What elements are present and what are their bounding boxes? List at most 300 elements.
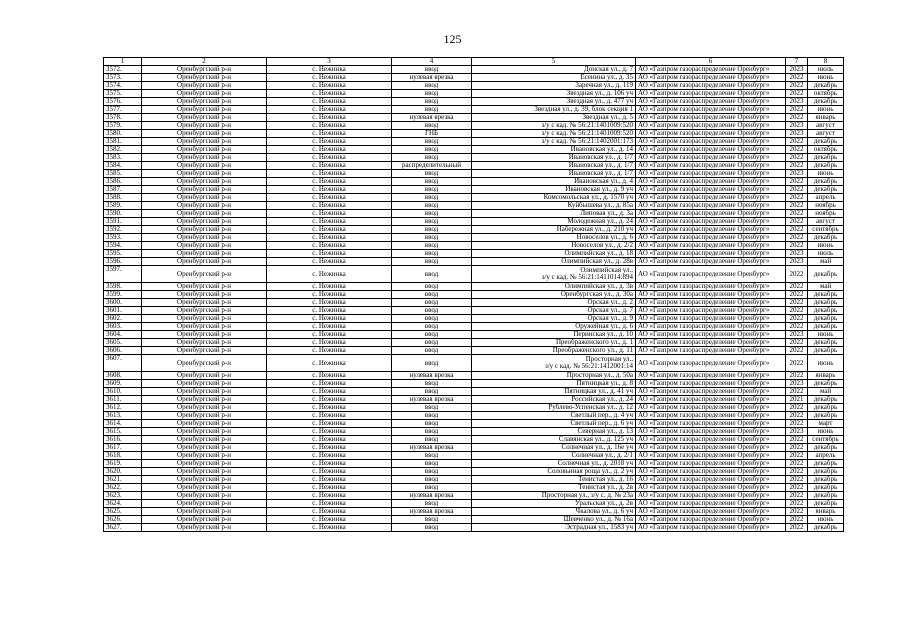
row-number-cell: 3626. <box>104 516 142 524</box>
district-cell: Оренбургский р-н <box>142 420 267 428</box>
organization-cell: АО «Газпром газораспределение Оренбург» <box>636 258 786 266</box>
table-row <box>104 484 844 492</box>
month-cell: декабрь <box>808 476 844 484</box>
month-cell: ноябрь <box>808 210 844 218</box>
settlement-cell: с. Нежинка <box>267 82 392 90</box>
organization-cell: АО «Газпром газораспределение Оренбург» <box>636 122 786 130</box>
table-row <box>104 508 844 516</box>
work-type-cell: ввод <box>392 82 472 90</box>
address-cell: Соловьиная роща ул., д. 2 уч <box>472 468 636 476</box>
work-type-cell: ввод <box>392 138 472 146</box>
organization-cell: АО «Газпром газораспределение Оренбург» <box>636 508 786 516</box>
table-row <box>104 339 844 347</box>
organization-cell: АО «Газпром газораспределение Оренбург» <box>636 355 786 372</box>
work-type-cell: нулевая врезка <box>392 492 472 500</box>
settlement-cell: с. Нежинка <box>267 258 392 266</box>
column-header: 4 <box>392 58 472 66</box>
address-cell: Звездная ул., д. 477 уч <box>472 98 636 106</box>
address-cell: Ивановская ул., д. 14 <box>472 146 636 154</box>
address-cell: Солнечная ул., д. 16е уч <box>472 444 636 452</box>
table-row <box>104 404 844 412</box>
district-cell: Оренбургский р-н <box>142 210 267 218</box>
table-row <box>104 90 844 98</box>
organization-cell: АО «Газпром газораспределение Оренбург» <box>636 468 786 476</box>
address-cell: з/у с кад. № 56:21:1402001:173 <box>472 138 636 146</box>
settlement-cell: с. Нежинка <box>267 460 392 468</box>
table-row <box>104 436 844 444</box>
year-cell: 2022 <box>786 242 808 250</box>
district-cell: Оренбургский р-н <box>142 250 267 258</box>
district-cell: Оренбургский р-н <box>142 444 267 452</box>
work-type-cell: ввод <box>392 347 472 355</box>
organization-cell: АО «Газпром газораспределение Оренбург» <box>636 194 786 202</box>
year-cell: 2023 <box>786 170 808 178</box>
work-type-cell: ввод <box>392 428 472 436</box>
address-cell: Ивановская ул., д. 1/7 <box>472 154 636 162</box>
settlement-cell: с. Нежинка <box>267 347 392 355</box>
district-cell: Оренбургский р-н <box>142 396 267 404</box>
table-row <box>104 170 844 178</box>
row-number-cell: 3573. <box>104 74 142 82</box>
district-cell: Оренбургский р-н <box>142 404 267 412</box>
settlement-cell: с. Нежинка <box>267 202 392 210</box>
row-number-cell: 3577. <box>104 106 142 114</box>
work-type-cell: ввод <box>392 106 472 114</box>
table-row <box>104 307 844 315</box>
work-type-cell: ввод <box>392 460 472 468</box>
row-number-cell: 3576. <box>104 98 142 106</box>
column-header: 6 <box>636 58 786 66</box>
row-number-cell: 3625. <box>104 508 142 516</box>
column-header: 1 <box>104 58 142 66</box>
district-cell: Оренбургский р-н <box>142 258 267 266</box>
organization-cell: АО «Газпром газораспределение Оренбург» <box>636 412 786 420</box>
month-cell: декабрь <box>808 347 844 355</box>
year-cell: 2022 <box>786 218 808 226</box>
row-number-cell: 3615. <box>104 428 142 436</box>
month-cell: декабрь <box>808 291 844 299</box>
work-type-cell: ввод <box>392 146 472 154</box>
district-cell: Оренбургский р-н <box>142 266 267 283</box>
month-cell: декабрь <box>808 468 844 476</box>
table-row <box>104 74 844 82</box>
work-type-cell: ввод <box>392 315 472 323</box>
district-cell: Оренбургский р-н <box>142 331 267 339</box>
row-number-cell: 3588. <box>104 194 142 202</box>
settlement-cell: с. Нежинка <box>267 283 392 291</box>
table-row <box>104 242 844 250</box>
settlement-cell: с. Нежинка <box>267 194 392 202</box>
table-row <box>104 444 844 452</box>
work-type-cell: ввод <box>392 250 472 258</box>
year-cell: 2022 <box>786 452 808 460</box>
work-type-cell: ввод <box>392 226 472 234</box>
row-number-cell: 3597. <box>104 266 142 283</box>
month-cell: июнь <box>808 428 844 436</box>
table-row <box>104 476 844 484</box>
address-cell: Ивановская ул., д. 4 <box>472 178 636 186</box>
month-cell: декабрь <box>808 162 844 170</box>
column-header: 5 <box>472 58 636 66</box>
table-row <box>104 396 844 404</box>
address-cell: Пятницкая ул., д. 41 уч <box>472 388 636 396</box>
address-line-2: з/у с кад. № 56:21:1412001:14 <box>544 362 633 370</box>
organization-cell: АО «Газпром газораспределение Оренбург» <box>636 492 786 500</box>
month-cell: май <box>808 388 844 396</box>
work-type-cell: ввод <box>392 178 472 186</box>
address-cell: Донская ул., д. 7 <box>472 66 636 74</box>
year-cell: 2022 <box>786 476 808 484</box>
row-number-cell: 3618. <box>104 452 142 460</box>
settlement-cell: с. Нежинка <box>267 98 392 106</box>
work-type-cell: ввод <box>392 412 472 420</box>
work-type-cell: ввод <box>392 516 472 524</box>
month-cell: декабрь <box>808 299 844 307</box>
year-cell: 2022 <box>786 372 808 380</box>
table-row <box>104 130 844 138</box>
address-cell: Ивановская ул., д. 1/7 <box>472 162 636 170</box>
work-type-cell: ввод <box>392 436 472 444</box>
month-cell: июнь <box>808 170 844 178</box>
year-cell: 2023 <box>786 130 808 138</box>
organization-cell: АО «Газпром газораспределение Оренбург» <box>636 146 786 154</box>
address-cell: Олимпийская ул., д. 3в <box>472 283 636 291</box>
settlement-cell: с. Нежинка <box>267 372 392 380</box>
table-row <box>104 468 844 476</box>
address-cell: Куйбышева ул., д. 85а <box>472 202 636 210</box>
row-number-cell: 3575. <box>104 90 142 98</box>
month-cell: декабрь <box>808 234 844 242</box>
month-cell: июнь <box>808 74 844 82</box>
district-cell: Оренбургский р-н <box>142 484 267 492</box>
work-type-cell: ГНБ <box>392 130 472 138</box>
district-cell: Оренбургский р-н <box>142 202 267 210</box>
table-row <box>104 500 844 508</box>
work-type-cell: ввод <box>392 258 472 266</box>
row-number-cell: 3580. <box>104 130 142 138</box>
address-cell: Звездная ул., д. 5 <box>472 114 636 122</box>
organization-cell: АО «Газпром газораспределение Оренбург» <box>636 170 786 178</box>
district-cell: Оренбургский р-н <box>142 106 267 114</box>
organization-cell: АО «Газпром газораспределение Оренбург» <box>636 130 786 138</box>
month-cell: июнь <box>808 516 844 524</box>
month-cell: апрель <box>808 452 844 460</box>
settlement-cell: с. Нежинка <box>267 476 392 484</box>
district-cell: Оренбургский р-н <box>142 122 267 130</box>
organization-cell: АО «Газпром газораспределение Оренбург» <box>636 266 786 283</box>
year-cell: 2022 <box>786 106 808 114</box>
row-number-cell: 3581. <box>104 138 142 146</box>
address-cell: Олимпийская ул., д. 28в <box>472 258 636 266</box>
row-number-cell: 3572. <box>104 66 142 74</box>
settlement-cell: с. Нежинка <box>267 323 392 331</box>
work-type-cell: ввод <box>392 307 472 315</box>
table-row <box>104 347 844 355</box>
address-cell: Есенина ул., д. 35 <box>472 74 636 82</box>
row-number-cell: 3616. <box>104 436 142 444</box>
table-row <box>104 355 844 372</box>
organization-cell: АО «Газпром газораспределение Оренбург» <box>636 428 786 436</box>
settlement-cell: с. Нежинка <box>267 218 392 226</box>
row-number-cell: 3627. <box>104 524 142 532</box>
address-cell <box>472 355 636 372</box>
district-cell: Оренбургский р-н <box>142 500 267 508</box>
year-cell: 2022 <box>786 323 808 331</box>
year-cell: 2022 <box>786 492 808 500</box>
organization-cell: АО «Газпром газораспределение Оренбург» <box>636 444 786 452</box>
month-cell: июль <box>808 250 844 258</box>
month-cell: декабрь <box>808 323 844 331</box>
organization-cell: АО «Газпром газораспределение Оренбург» <box>636 436 786 444</box>
year-cell: 2022 <box>786 194 808 202</box>
organization-cell: АО «Газпром газораспределение Оренбург» <box>636 218 786 226</box>
row-number-cell: 3610. <box>104 388 142 396</box>
year-cell: 2022 <box>786 420 808 428</box>
table-row <box>104 146 844 154</box>
district-cell: Оренбургский р-н <box>142 524 267 532</box>
district-cell: Оренбургский р-н <box>142 114 267 122</box>
settlement-cell: с. Нежинка <box>267 315 392 323</box>
organization-cell: АО «Газпром газораспределение Оренбург» <box>636 82 786 90</box>
month-cell: декабрь <box>808 307 844 315</box>
settlement-cell: с. Нежинка <box>267 508 392 516</box>
district-cell: Оренбургский р-н <box>142 90 267 98</box>
district-cell: Оренбургский р-н <box>142 452 267 460</box>
row-number-cell: 3582. <box>104 146 142 154</box>
work-type-cell: ввод <box>392 90 472 98</box>
district-cell: Оренбургский р-н <box>142 388 267 396</box>
year-cell: 2022 <box>786 524 808 532</box>
work-type-cell: ввод <box>392 242 472 250</box>
row-number-cell: 3587. <box>104 186 142 194</box>
organization-cell: АО «Газпром газораспределение Оренбург» <box>636 500 786 508</box>
row-number-cell: 3623. <box>104 492 142 500</box>
organization-cell: АО «Газпром газораспределение Оренбург» <box>636 307 786 315</box>
month-cell: апрель <box>808 194 844 202</box>
settlement-cell: с. Нежинка <box>267 484 392 492</box>
year-cell: 2022 <box>786 234 808 242</box>
organization-cell: АО «Газпром газораспределение Оренбург» <box>636 484 786 492</box>
work-type-cell: ввод <box>392 210 472 218</box>
district-cell: Оренбургский р-н <box>142 380 267 388</box>
month-cell: январь <box>808 114 844 122</box>
table-row <box>104 266 844 283</box>
year-cell: 2022 <box>786 388 808 396</box>
month-cell: декабрь <box>808 186 844 194</box>
month-cell: декабрь <box>808 82 844 90</box>
month-cell: декабрь <box>808 154 844 162</box>
settlement-cell: с. Нежинка <box>267 492 392 500</box>
district-cell: Оренбургский р-н <box>142 74 267 82</box>
district-cell: Оренбургский р-н <box>142 194 267 202</box>
month-cell: сентябрь <box>808 436 844 444</box>
settlement-cell: с. Нежинка <box>267 299 392 307</box>
settlement-cell: с. Нежинка <box>267 178 392 186</box>
address-line-1: Просторная ул., <box>585 355 633 363</box>
year-cell: 2023 <box>786 98 808 106</box>
district-cell: Оренбургский р-н <box>142 476 267 484</box>
table-row <box>104 178 844 186</box>
month-cell: октябрь <box>808 90 844 98</box>
organization-cell: АО «Газпром газораспределение Оренбург» <box>636 234 786 242</box>
district-cell: Оренбургский р-н <box>142 283 267 291</box>
table-row <box>104 516 844 524</box>
address-cell: Просторная ул., д. 50а <box>472 372 636 380</box>
row-number-cell: 3593. <box>104 234 142 242</box>
work-type-cell: ввод <box>392 484 472 492</box>
district-cell: Оренбургский р-н <box>142 468 267 476</box>
gas-connection-register-table <box>103 57 844 532</box>
year-cell: 2022 <box>786 178 808 186</box>
row-number-cell: 3574. <box>104 82 142 90</box>
year-cell: 2022 <box>786 460 808 468</box>
district-cell: Оренбургский р-н <box>142 372 267 380</box>
settlement-cell: с. Нежинка <box>267 444 392 452</box>
address-cell: Набережная ул., д. 210 уч <box>472 226 636 234</box>
work-type-cell: нулевая врезка <box>392 372 472 380</box>
organization-cell: АО «Газпром газораспределение Оренбург» <box>636 178 786 186</box>
district-cell: Оренбургский р-н <box>142 516 267 524</box>
address-cell: Орская ул., д. 2 <box>472 299 636 307</box>
settlement-cell: с. Нежинка <box>267 74 392 82</box>
row-number-cell: 3606. <box>104 347 142 355</box>
work-type-cell: ввод <box>392 299 472 307</box>
row-number-cell: 3613. <box>104 412 142 420</box>
organization-cell: АО «Газпром газораспределение Оренбург» <box>636 396 786 404</box>
settlement-cell: с. Нежинка <box>267 186 392 194</box>
district-cell: Оренбургский р-н <box>142 323 267 331</box>
year-cell: 2022 <box>786 436 808 444</box>
month-cell: август <box>808 218 844 226</box>
year-cell: 2022 <box>786 210 808 218</box>
table-row <box>104 492 844 500</box>
work-type-cell: ввод <box>392 355 472 372</box>
work-type-cell: ввод <box>392 154 472 162</box>
table-row <box>104 452 844 460</box>
work-type-cell: ввод <box>392 66 472 74</box>
district-cell: Оренбургский р-н <box>142 186 267 194</box>
table-body <box>104 58 844 532</box>
address-line-1: Олимпийская ул., <box>580 266 633 274</box>
year-cell: 2022 <box>786 138 808 146</box>
organization-cell: АО «Газпром газораспределение Оренбург» <box>636 106 786 114</box>
work-type-cell: ввод <box>392 122 472 130</box>
year-cell: 2022 <box>786 154 808 162</box>
table-row <box>104 460 844 468</box>
settlement-cell: с. Нежинка <box>267 106 392 114</box>
year-cell: 2022 <box>786 266 808 283</box>
work-type-cell: нулевая врезка <box>392 114 472 122</box>
address-cell: Северная ул., д. 13 <box>472 428 636 436</box>
organization-cell: АО «Газпром газораспределение Оренбург» <box>636 291 786 299</box>
year-cell: 2023 <box>786 122 808 130</box>
month-cell: декабрь <box>808 380 844 388</box>
settlement-cell: с. Нежинка <box>267 388 392 396</box>
year-cell: 2021 <box>786 396 808 404</box>
organization-cell: АО «Газпром газораспределение Оренбург» <box>636 162 786 170</box>
month-cell: ноябрь <box>808 202 844 210</box>
table-row <box>104 138 844 146</box>
row-number-cell: 3603. <box>104 323 142 331</box>
month-cell: январь <box>808 372 844 380</box>
address-cell: Олимпийская ул., д. 18 <box>472 250 636 258</box>
row-number-cell: 3591. <box>104 218 142 226</box>
district-cell: Оренбургский р-н <box>142 234 267 242</box>
month-cell: декабрь <box>808 138 844 146</box>
row-number-cell: 3611. <box>104 396 142 404</box>
district-cell: Оренбургский р-н <box>142 66 267 74</box>
month-cell: декабрь <box>808 178 844 186</box>
table-row <box>104 106 844 114</box>
year-cell: 2022 <box>786 347 808 355</box>
district-cell: Оренбургский р-н <box>142 162 267 170</box>
month-cell: июль <box>808 66 844 74</box>
district-cell: Оренбургский р-н <box>142 436 267 444</box>
row-number-cell: 3604. <box>104 331 142 339</box>
year-cell: 2022 <box>786 146 808 154</box>
address-cell: з/у с кад. № 56:21:1401009:520 <box>472 130 636 138</box>
year-cell: 2022 <box>786 355 808 372</box>
work-type-cell: ввод <box>392 291 472 299</box>
table-row <box>104 299 844 307</box>
organization-cell: АО «Газпром газораспределение Оренбург» <box>636 283 786 291</box>
month-cell: март <box>808 420 844 428</box>
address-cell: Шевченко ул., д. № 16а <box>472 516 636 524</box>
column-number-row <box>104 58 844 66</box>
year-cell: 2022 <box>786 226 808 234</box>
address-cell: Преображенского ул., д. 11 <box>472 347 636 355</box>
month-cell: декабрь <box>808 315 844 323</box>
month-cell: декабрь <box>808 266 844 283</box>
month-cell: декабрь <box>808 524 844 532</box>
organization-cell: АО «Газпром газораспределение Оренбург» <box>636 74 786 82</box>
settlement-cell: с. Нежинка <box>267 66 392 74</box>
settlement-cell: с. Нежинка <box>267 154 392 162</box>
organization-cell: АО «Газпром газораспределение Оренбург» <box>636 66 786 74</box>
table-row <box>104 162 844 170</box>
row-number-cell: 3614. <box>104 420 142 428</box>
year-cell: 2023 <box>786 66 808 74</box>
work-type-cell: ввод <box>392 323 472 331</box>
row-number-cell: 3594. <box>104 242 142 250</box>
address-cell: Молодежная ул., д. 24 <box>472 218 636 226</box>
row-number-cell: 3585. <box>104 170 142 178</box>
table-row <box>104 114 844 122</box>
address-cell: Солнечная ул., д. 2/1 <box>472 452 636 460</box>
settlement-cell: с. Нежинка <box>267 210 392 218</box>
work-type-cell: ввод <box>392 186 472 194</box>
work-type-cell: нулевая врезка <box>392 74 472 82</box>
address-line-2: з/у с кад. № 56:21:1411014:894 <box>541 273 633 281</box>
table-row <box>104 315 844 323</box>
year-cell: 2023 <box>786 331 808 339</box>
address-cell: Славянская ул., д. 125 уч <box>472 436 636 444</box>
work-type-cell: ввод <box>392 266 472 283</box>
settlement-cell: с. Нежинка <box>267 146 392 154</box>
settlement-cell: с. Нежинка <box>267 138 392 146</box>
organization-cell: АО «Газпром газораспределение Оренбург» <box>636 331 786 339</box>
year-cell: 2022 <box>786 90 808 98</box>
address-cell: Перинская ул., д. 10 <box>472 331 636 339</box>
year-cell: 2022 <box>786 315 808 323</box>
table-row <box>104 250 844 258</box>
row-number-cell: 3589. <box>104 202 142 210</box>
work-type-cell: ввод <box>392 468 472 476</box>
address-cell: Звездная ул., д. 106 уч <box>472 90 636 98</box>
table-row <box>104 218 844 226</box>
district-cell: Оренбургский р-н <box>142 154 267 162</box>
table-row <box>104 194 844 202</box>
